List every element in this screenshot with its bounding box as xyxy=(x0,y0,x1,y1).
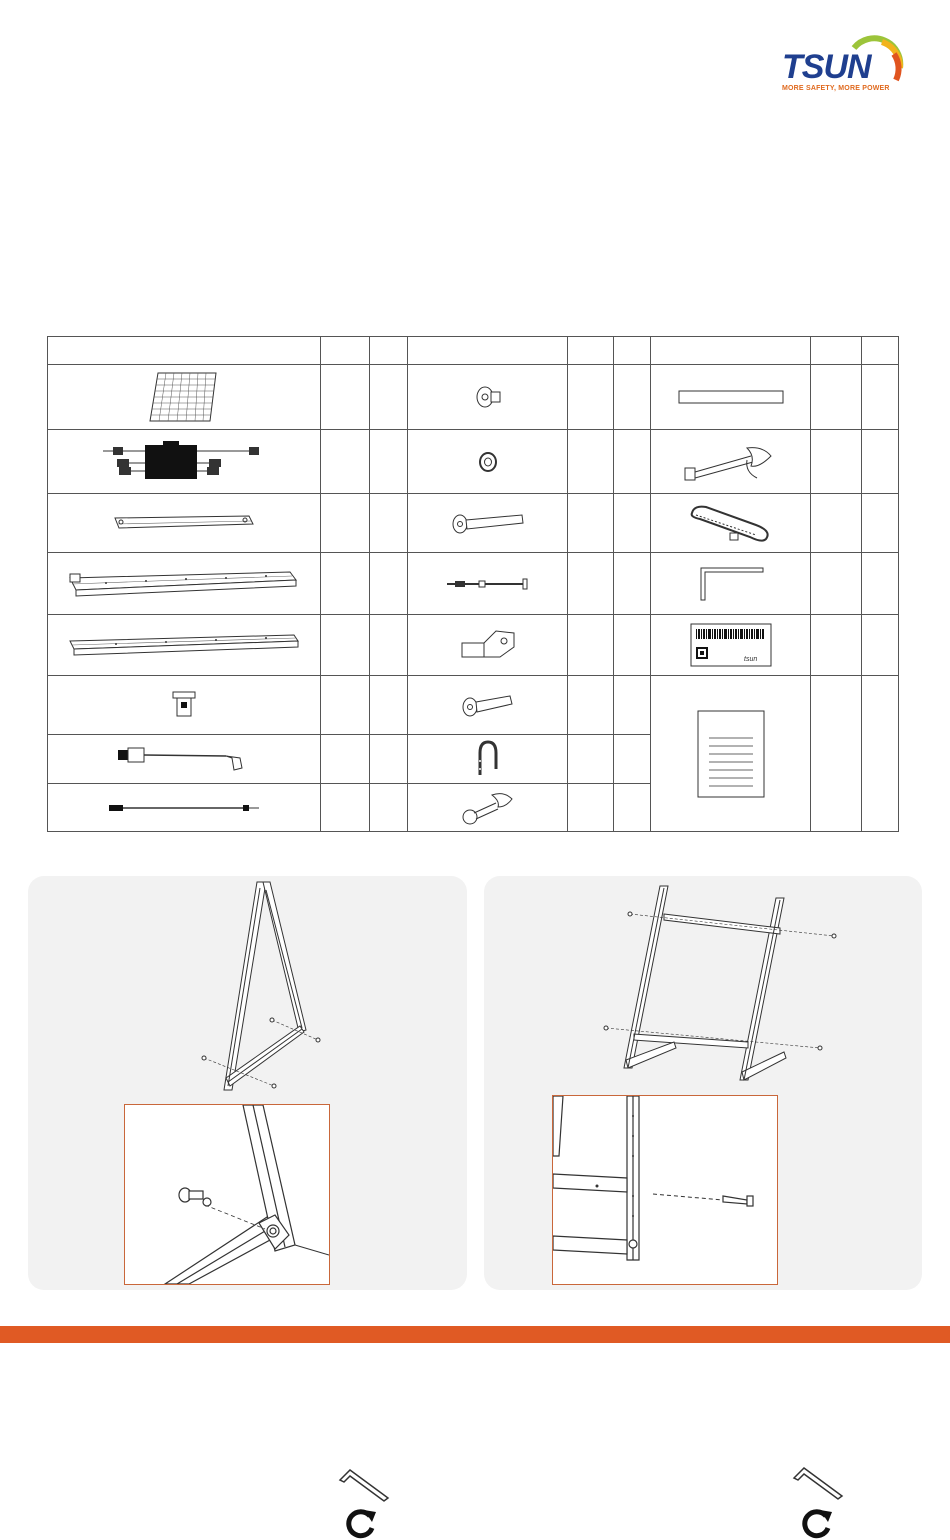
header-cell xyxy=(862,337,899,365)
qty-cell xyxy=(370,676,408,735)
bolt-short-icon xyxy=(473,384,503,410)
part-wing-bolt-long xyxy=(651,430,811,494)
table-row xyxy=(48,365,899,430)
ac-cable-icon xyxy=(114,744,254,774)
dc-extension-cable-icon xyxy=(107,802,261,814)
part-serial-label-card xyxy=(651,615,811,676)
qty-cell xyxy=(568,676,614,735)
header-cell xyxy=(321,337,370,365)
qty-cell xyxy=(811,615,862,676)
assembly-step-2-panel xyxy=(484,876,922,1290)
u-bracket-icon xyxy=(474,739,502,779)
qty-cell xyxy=(370,735,408,784)
qty-cell xyxy=(811,676,862,832)
bolt-long-icon xyxy=(450,511,526,535)
part-dc-extension-cable xyxy=(48,784,321,832)
wing-bolt-long-icon xyxy=(681,438,781,486)
part-hex-key xyxy=(651,553,811,615)
qty-cell xyxy=(614,615,651,676)
mounting-clamp-icon xyxy=(456,627,520,663)
qty-cell xyxy=(321,735,370,784)
footer-bar xyxy=(0,1326,950,1343)
svg-text:tsun: tsun xyxy=(743,656,757,663)
qty-cell xyxy=(614,494,651,553)
frame-assembly-illustration xyxy=(484,876,922,1096)
header-cell xyxy=(408,337,568,365)
part-cable-tie-belt xyxy=(651,494,811,553)
parts-table xyxy=(47,336,899,832)
bolt-medium-icon xyxy=(460,692,516,718)
logo-wordmark: TSUN xyxy=(782,48,871,86)
qty-cell xyxy=(370,430,408,494)
part-rail-long xyxy=(48,553,321,615)
qty-cell xyxy=(614,676,651,735)
rotate-clockwise-icon xyxy=(800,1506,834,1540)
logo-tagline: MORE SAFETY, MORE POWER xyxy=(782,85,890,92)
part-microinverter xyxy=(48,430,321,494)
header-cell xyxy=(48,337,321,365)
wing-screw-icon xyxy=(460,789,516,827)
part-solar-panel xyxy=(48,365,321,430)
qty-cell xyxy=(862,615,899,676)
cable-tie-belt-icon xyxy=(686,501,776,545)
rotate-clockwise-icon xyxy=(344,1506,378,1540)
qty-cell xyxy=(321,430,370,494)
table-header-row xyxy=(48,337,899,365)
qty-cell xyxy=(568,365,614,430)
qty-cell xyxy=(862,494,899,553)
hex-key-icon xyxy=(338,1468,390,1502)
qty-cell xyxy=(614,365,651,430)
hex-key-icon xyxy=(792,1466,844,1500)
part-washer xyxy=(408,430,568,494)
qty-cell xyxy=(862,553,899,615)
qty-cell xyxy=(811,494,862,553)
qty-cell xyxy=(370,365,408,430)
qty-cell xyxy=(862,676,899,832)
end-cap-icon xyxy=(169,690,199,720)
solar-panel-icon xyxy=(144,371,224,423)
qty-cell xyxy=(614,430,651,494)
rail-channel-icon xyxy=(66,631,302,659)
qty-cell xyxy=(321,365,370,430)
detail-inset-step-2 xyxy=(552,1095,778,1285)
part-rail-channel xyxy=(48,615,321,676)
qty-cell xyxy=(862,430,899,494)
header-cell xyxy=(614,337,651,365)
qty-cell xyxy=(811,553,862,615)
part-wing-screw xyxy=(408,784,568,832)
qty-cell xyxy=(321,553,370,615)
table-row xyxy=(48,615,899,676)
qty-cell xyxy=(568,615,614,676)
part-mounting-clamp xyxy=(408,615,568,676)
a-frame-illustration xyxy=(28,876,467,1116)
header-cell xyxy=(651,337,811,365)
qty-cell xyxy=(568,430,614,494)
qty-cell xyxy=(370,494,408,553)
part-u-bracket xyxy=(408,735,568,784)
washer-icon xyxy=(477,451,499,473)
qty-cell xyxy=(370,553,408,615)
detail-inset-step-1 xyxy=(124,1104,330,1285)
qty-cell xyxy=(568,494,614,553)
label-strip-icon xyxy=(678,390,784,404)
header-cell xyxy=(370,337,408,365)
qty-cell xyxy=(568,784,614,832)
threaded-rod-icon xyxy=(445,578,531,590)
header-cell xyxy=(568,337,614,365)
qty-cell xyxy=(862,365,899,430)
qty-cell xyxy=(811,365,862,430)
qty-cell xyxy=(568,553,614,615)
qty-cell xyxy=(321,784,370,832)
microinverter-icon xyxy=(99,437,269,487)
part-bolt-long xyxy=(408,494,568,553)
qty-cell xyxy=(568,735,614,784)
crossbar-short-icon xyxy=(109,512,259,534)
brand-logo xyxy=(782,28,904,98)
part-manual-booklet xyxy=(651,676,811,832)
header-cell xyxy=(811,337,862,365)
qty-cell xyxy=(370,784,408,832)
qty-cell xyxy=(614,735,651,784)
table-row xyxy=(48,553,899,615)
qty-cell xyxy=(321,494,370,553)
part-crossbar-short xyxy=(48,494,321,553)
table-row xyxy=(48,430,899,494)
assembly-step-1-panel xyxy=(28,876,467,1290)
rail-long-icon xyxy=(66,568,302,600)
qty-cell xyxy=(370,615,408,676)
table-row xyxy=(48,676,899,735)
part-bolt-short xyxy=(408,365,568,430)
manual-booklet-icon xyxy=(697,710,765,798)
hinge-detail-illustration xyxy=(125,1105,329,1284)
serial-label-card-icon xyxy=(690,623,772,667)
part-label-strip xyxy=(651,365,811,430)
qty-cell xyxy=(614,553,651,615)
part-threaded-rod xyxy=(408,553,568,615)
part-end-cap xyxy=(48,676,321,735)
hex-key-icon xyxy=(691,564,771,604)
qty-cell xyxy=(321,676,370,735)
qty-cell xyxy=(811,430,862,494)
part-ac-cable xyxy=(48,735,321,784)
table-row xyxy=(48,494,899,553)
qty-cell xyxy=(614,784,651,832)
part-bolt-medium xyxy=(408,676,568,735)
crossbar-detail-illustration xyxy=(553,1096,777,1284)
qty-cell xyxy=(321,615,370,676)
